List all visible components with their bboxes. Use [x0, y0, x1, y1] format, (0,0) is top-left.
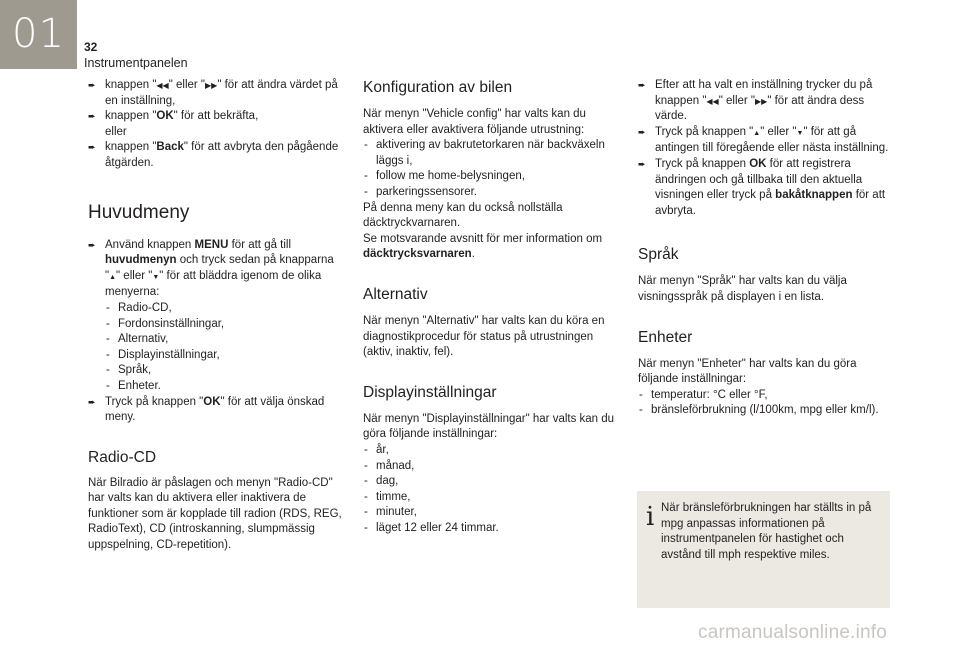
- column-left: [88, 78, 348, 554]
- arrow-bullet-icon: ➨: [88, 111, 96, 122]
- info-text: När bränsleförbrukningen har ställts in på mpg anpassas informationen på instrumentpanelen för hastighet och avstånd till mph respektive miles.: [661, 502, 872, 561]
- heading-vehicle-config: Konfiguration av bilen: [363, 79, 513, 96]
- config-reset-text: På denna meny kan du också nollställa däcktryckvarnaren.: [363, 201, 563, 230]
- arrow-bullet-icon: ➨: [638, 126, 646, 137]
- chapter-tab: 01: [0, 0, 77, 69]
- config-reference: Se motsvarande avsnitt för mer information om däcktrycksvarnaren.: [363, 232, 603, 261]
- list-item: - bränsleförbrukning (l/100km, mpg eller km/l).: [639, 404, 879, 417]
- units-intro: När menyn "Enheter" har valts kan du göra följande inställningar:: [638, 357, 857, 386]
- heading-language: Språk: [638, 246, 679, 264]
- section-title: Instrumentpanelen: [84, 56, 188, 70]
- list-item: - Enheter.: [106, 379, 161, 392]
- heading-units: Enheter: [638, 328, 693, 346]
- list-item: - timme,: [364, 490, 411, 503]
- bullet-item: ➨ knappen "Back" för att avbryta den pågående åtgärden.: [88, 141, 339, 169]
- list-item: - aktivering av bakrutetorkaren när backväxeln läggs i,: [364, 139, 605, 167]
- list-item: - Alternativ,: [106, 333, 169, 346]
- arrow-bullet-icon: ➨: [638, 158, 646, 169]
- radio-cd-text: När Bilradio är påslagen och menyn "Radio-CD" har valts kan du aktivera eller inaktivera de funktioner som är kopplade till radion (RDS, REG, RadioText), CD (introskanning, slumpmässig uppspelning, CD-repetition).: [88, 476, 342, 552]
- heading-radio-cd: Radio-CD: [88, 448, 157, 466]
- info-icon: i: [646, 502, 655, 532]
- column-right: [638, 78, 894, 419]
- up-arrow-icon: ▲: [753, 129, 761, 137]
- language-text: När menyn "Språk" har valts kan du välja visningsspråk på displayen i en lista.: [638, 275, 847, 303]
- bullet-item: ➨ Tryck på knappen OK för att registrera ändringen och gå tillbaka till den aktuella visningen eller tryck på bakåtknappen för att avbryta.: [638, 157, 886, 217]
- heading-main-menu: Huvudmeny: [88, 201, 190, 223]
- list-item: - Språk,: [106, 364, 152, 377]
- page-number: 32: [84, 40, 98, 54]
- bullet-item: ➨ Använd knappen MENU för att gå till huvudmenyn och tryck sedan på knapparna "▲" eller "▼" för att bläddra igenom de olika menyerna:: [88, 238, 334, 299]
- list-item: - temperatur: °C eller °F,: [639, 388, 768, 401]
- arrow-bullet-icon: ➨: [88, 239, 96, 250]
- list-item: - Displayinställningar,: [106, 348, 220, 361]
- info-box: [637, 491, 890, 608]
- bullet-item: ➨ knappen "◀◀" eller "▶▶" för att ändra värdet på en inställning,: [88, 79, 338, 107]
- list-item: - minuter,: [364, 506, 417, 519]
- bullet-item: ➨ Tryck på knappen "OK" för att välja önskad meny.: [88, 395, 325, 424]
- column-middle: [363, 78, 621, 536]
- rewind-icon: ◀◀: [156, 81, 169, 90]
- list-item: - månad,: [364, 459, 415, 472]
- watermark: carmanualsonline.info: [698, 622, 888, 643]
- forward-icon: ▶▶: [755, 96, 768, 106]
- heading-alternativ: Alternativ: [363, 285, 428, 303]
- list-item: - dag,: [364, 475, 399, 488]
- arrow-bullet-icon: ➨: [638, 80, 646, 90]
- config-intro: När menyn "Vehicle config" har valts kan du aktivera eller avaktivera följande utrustning:: [363, 108, 586, 136]
- forward-icon: ▶▶: [205, 81, 218, 90]
- list-item: - parkeringssensorer.: [364, 185, 477, 198]
- up-arrow-icon: ▲: [109, 273, 117, 281]
- arrow-bullet-icon: ➨: [88, 80, 96, 90]
- down-arrow-icon: ▼: [152, 273, 160, 281]
- bullet-item: ➨ Tryck på knappen "▲" eller "▼" för att gå antingen till föregående eller nästa inställning.: [638, 125, 889, 155]
- list-item: - follow me home-belysningen,: [364, 170, 525, 183]
- arrow-bullet-icon: ➨: [88, 142, 96, 153]
- alternativ-text: När menyn "Alternativ" har valts kan du köra en diagnostikprocedur för status på utrustningen (aktiv, inaktiv, fel).: [363, 314, 605, 359]
- bullet-item: ➨ Efter att ha valt en inställning trycker du på knappen "◀◀" eller "▶▶" för att ändra dess värde.: [638, 79, 873, 123]
- rewind-icon: ◀◀: [706, 96, 719, 106]
- list-item: - Radio-CD,: [106, 301, 172, 314]
- arrow-bullet-icon: ➨: [88, 396, 96, 407]
- display-intro: När menyn "Displayinställningar" har valts kan du göra följande inställningar:: [363, 412, 615, 441]
- list-item: - Fordonsinställningar,: [106, 317, 225, 330]
- bullet-item: ➨ knappen "OK" för att bekräfta, eller: [88, 110, 259, 138]
- heading-display-settings: Displayinställningar: [363, 383, 497, 401]
- list-item: - år,: [364, 443, 389, 456]
- down-arrow-icon: ▼: [796, 129, 804, 137]
- list-item: - läget 12 eller 24 timmar.: [364, 521, 499, 534]
